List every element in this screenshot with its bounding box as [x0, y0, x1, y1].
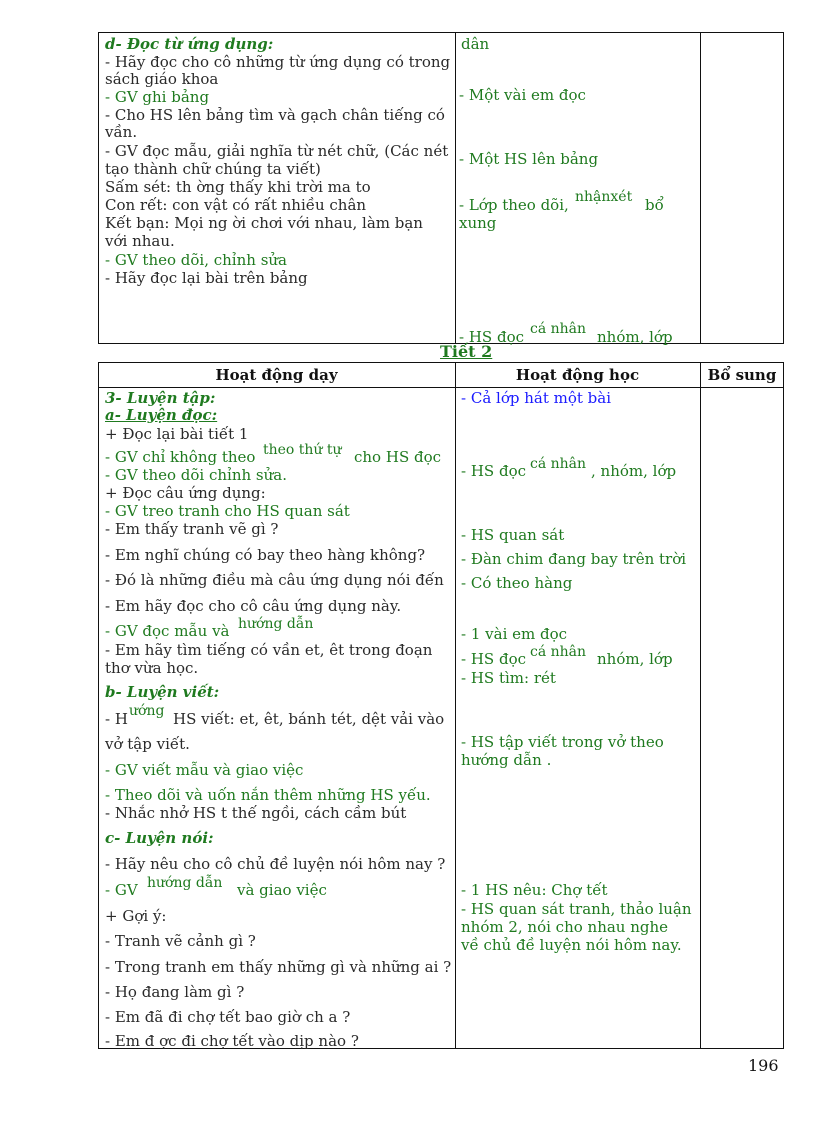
text-line: - GV theo dõi, chỉnh sửa	[105, 251, 287, 269]
superscript-note: cá nhân	[530, 456, 587, 472]
text-line: nhóm 2, nói cho nhau nghe	[461, 918, 669, 936]
text-line: - Em nghĩ chúng có bay theo hàng không?	[105, 546, 426, 564]
text-line: + Gợi ý:	[105, 907, 167, 925]
text-line: - Theo dõi và uốn nắn thêm những HS yếu.	[105, 786, 431, 804]
text-line: - HS đọc	[461, 650, 526, 668]
text-line: - Đàn chim đang bay trên trời	[461, 550, 687, 568]
text-line: - Một HS lên bảng	[459, 150, 599, 168]
text-line: - H	[105, 710, 128, 728]
text-line: - Hãy nêu cho cô chủ đề luyện nói hôm nay ?	[105, 855, 446, 873]
text-line: - Cả lớp hát một bài	[461, 389, 612, 407]
heading-luyen-noi: c- Luyện nói:	[105, 829, 214, 847]
text-line: - GV viết mẫu và giao việc	[105, 761, 304, 779]
page-number: 196	[748, 1056, 779, 1075]
text-line: - HS quan sát	[461, 526, 565, 544]
text-line: dân	[461, 35, 490, 53]
text-line: vần.	[105, 123, 138, 141]
text-line: - HS tìm: rét	[461, 669, 556, 687]
text-line: tạo thành chữ chúng ta viết)	[105, 160, 321, 178]
text-line: HS viết: et, êt, bánh tét, dệt vải vào	[173, 710, 445, 728]
text-line: - GV treo tranh cho HS quan sát	[105, 502, 350, 520]
text-line: sách giáo khoa	[105, 70, 219, 88]
text-line: - HS đọc	[461, 462, 526, 480]
text-line: về chủ đề luyện nói hôm nay.	[461, 936, 682, 954]
text-line: xung	[459, 214, 497, 232]
header-hoat-dong-hoc: Hoạt động học	[515, 366, 640, 384]
text-line: vở tập viết.	[105, 735, 190, 753]
text-line: - Có theo hàng	[461, 574, 573, 592]
text-line: hướng dẫn .	[461, 751, 552, 769]
heading-doc-tu-ung-dung: d- Đọc từ ứng dụng:	[105, 35, 274, 53]
superscript-note: cá nhân	[530, 644, 587, 660]
superscript-note: hướng dẫn	[147, 875, 223, 891]
text-line: nhóm, lớp	[597, 328, 673, 346]
text-line: - Trong tranh em thấy những gì và những ai ?	[105, 958, 452, 976]
text-line: , nhóm, lớp	[591, 462, 677, 480]
text-line: - Hãy đọc lại bài trên bảng	[105, 269, 308, 287]
text-line: Con rết: con vật có rất nhiều chân	[105, 196, 367, 214]
superscript-note: ướng	[129, 703, 165, 719]
text-line: Kết bạn: Mọi ng ời chơi với nhau, làm bạn	[105, 214, 423, 232]
text-line: - Em thấy tranh vẽ gì ?	[105, 520, 279, 538]
text-line: - 1 HS nêu: Chợ tết	[461, 881, 608, 899]
text-line: - HS đọc	[459, 328, 524, 346]
text-line: bổ	[645, 196, 664, 214]
text-line: - 1 vài em đọc	[461, 625, 568, 643]
text-line: - Em hãy đọc cho cô câu ứng dụng này.	[105, 597, 402, 615]
text-line: với nhau.	[105, 232, 175, 250]
text-line: - Em đã đi chợ tết bao giờ ch a ?	[105, 1008, 351, 1026]
heading-luyen-tap: 3- Luyện tập:	[105, 389, 216, 407]
column-divider	[700, 33, 701, 343]
text-line: cho HS đọc	[354, 448, 442, 466]
text-line: + Đọc lại bài tiết 1	[105, 425, 249, 443]
text-line: + Đọc câu ứng dụng:	[105, 484, 266, 502]
header-bo-sung: Bổ sung	[707, 366, 777, 384]
text-line: - HS tập viết trong vở theo	[461, 733, 664, 751]
text-line: - Lớp theo dõi,	[459, 196, 569, 214]
text-line: - GV chỉ không theo	[105, 448, 256, 466]
column-divider	[455, 33, 456, 343]
text-line: - HS quan sát tranh, thảo luận	[461, 900, 692, 918]
column-divider	[455, 363, 456, 1048]
text-line: thơ vừa học.	[105, 659, 199, 677]
superscript-note: nhậnxét	[575, 189, 633, 205]
text-line: - Họ đang làm gì ?	[105, 983, 245, 1001]
header-divider	[99, 387, 783, 388]
text-line: - GV theo dõi chỉnh sửa.	[105, 466, 287, 484]
text-line: - Hãy đọc cho cô những từ ứng dụng có trong	[105, 53, 451, 71]
text-line: - Em hãy tìm tiếng có vần et, êt trong đoạn	[105, 641, 433, 659]
text-line: - Cho HS lên bảng tìm và gạch chân tiếng có	[105, 106, 445, 124]
text-line: nhóm, lớp	[597, 650, 673, 668]
superscript-note: theo thứ tự	[263, 442, 342, 458]
text-line: và giao việc	[237, 881, 327, 899]
header-hoat-dong-day: Hoạt động dạy	[215, 366, 338, 384]
text-line: Sấm sét: th ờng thấy khi trời ma to	[105, 178, 371, 196]
text-line: - Đó là những điều mà câu ứng dụng nói đến	[105, 571, 444, 589]
text-line: - Nhắc nhở HS t thế ngồi, cách cầm bút	[105, 804, 407, 822]
text-line: - Em đ ợc đi chợ tết vào dịp nào ?	[105, 1032, 359, 1050]
column-divider	[700, 363, 701, 1048]
superscript-note: hướng dẫn	[238, 616, 314, 632]
heading-luyen-doc: a- Luyện đọc:	[105, 406, 218, 424]
section-title: Tiết 2	[440, 342, 493, 361]
text-line: - Tranh vẽ cảnh gì ?	[105, 932, 256, 950]
superscript-note: cá nhân	[530, 321, 587, 337]
heading-luyen-viet: b- Luyện viết:	[105, 683, 220, 701]
text-line: - Một vài em đọc	[459, 86, 586, 104]
text-line: - GV đọc mẫu và	[105, 622, 230, 640]
text-line: - GV	[105, 881, 138, 899]
text-line: - GV ghi bảng	[105, 88, 210, 106]
text-line: - GV đọc mẫu, giải nghĩa từ nét chữ, (Các nét	[105, 142, 449, 160]
